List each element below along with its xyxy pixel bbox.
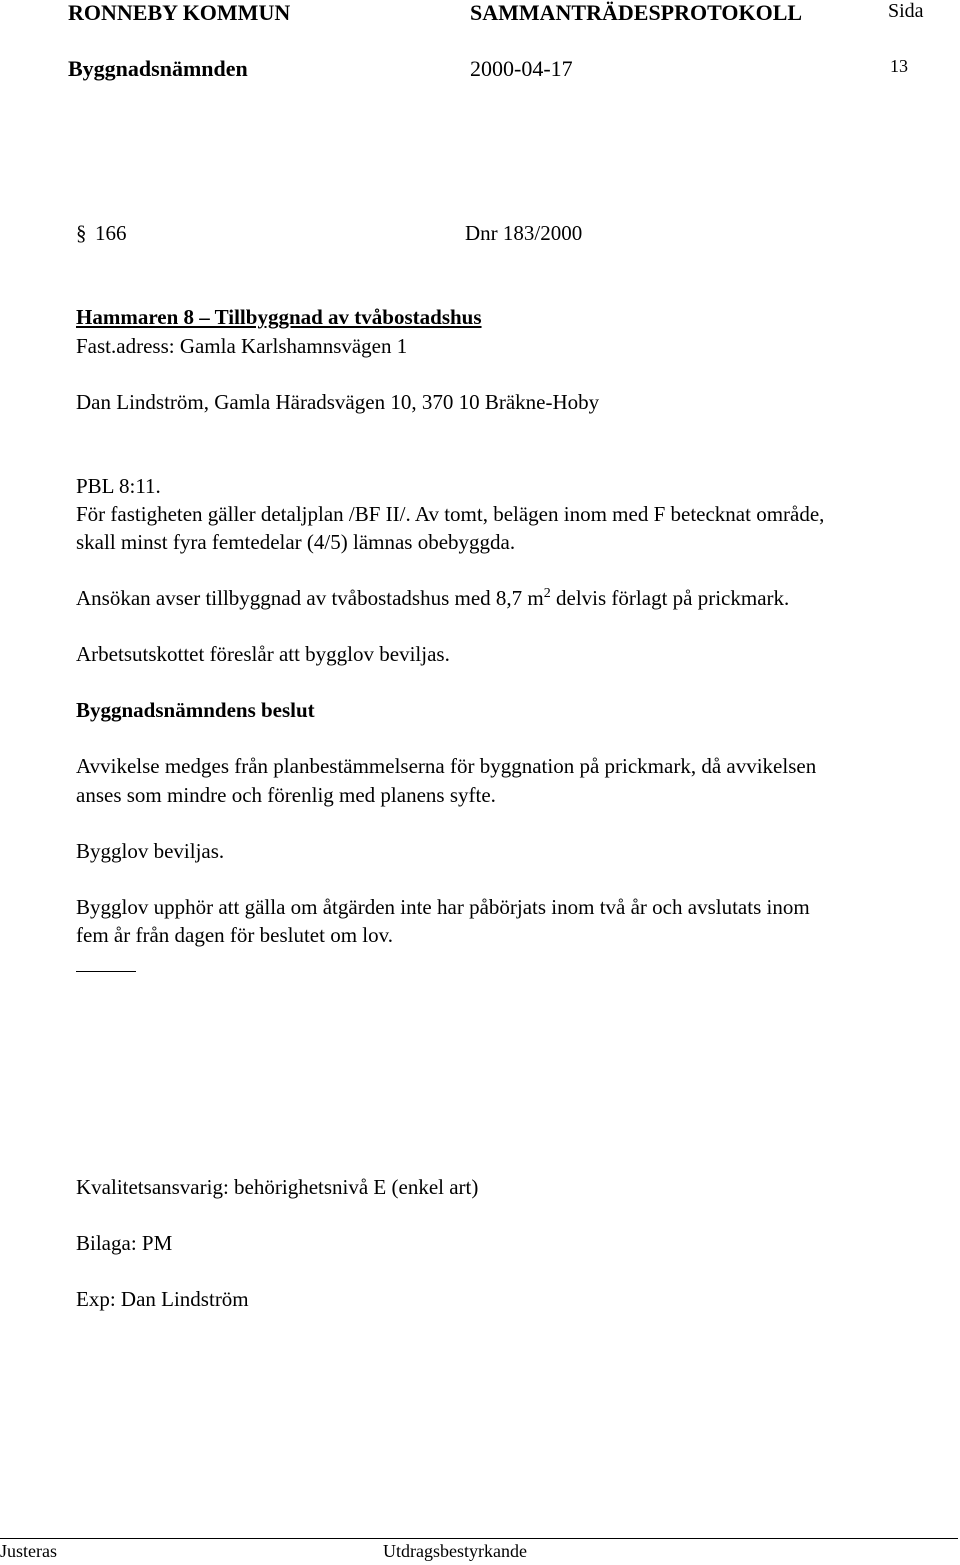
footer-certified-extract: Utdragsbestyrkande <box>383 1541 527 1561</box>
expiry-line-2: fem år från dagen för beslutet om lov. <box>76 923 394 947</box>
case-dnr: Dnr 183/2000 <box>465 221 583 245</box>
pbl-reference: PBL 8:11. <box>76 474 161 498</box>
application-text-main: Ansökan avser tillbyggnad av tvåbostadshus med 8,7 m <box>76 586 544 610</box>
property-address: Fast.adress: Gamla Karlshamnsvägen 1 <box>76 334 408 358</box>
document-type: SAMMANTRÄDESPROTOKOLL <box>470 0 803 25</box>
applicant: Dan Lindström, Gamla Häradsvägen 10, 370 10 Bräkne-Hoby <box>76 390 600 414</box>
section-number: 166 <box>95 221 127 245</box>
footer-verified: Justeras <box>0 1541 57 1561</box>
expiry-line-1: Bygglov upphör att gälla om åtgärden inte har påbörjats inom två år och avslutats inom <box>76 895 810 919</box>
meeting-date: 2000-04-17 <box>470 56 573 81</box>
plan-text-line-2: skall minst fyra femtedelar (4/5) lämnas obebyggda. <box>76 530 516 554</box>
quality-responsible: Kvalitetsansvarig: behörighetsnivå E (enkel art) <box>76 1175 479 1199</box>
application-text <box>76 584 789 613</box>
dispatch: Exp: Dan Lindström <box>76 1287 249 1311</box>
decision-line-1: Avvikelse medges från planbestämmelserna för byggnation på prickmark, då avvikelsen <box>76 754 817 778</box>
committee-proposal: Arbetsutskottet föreslår att bygglov beviljas. <box>76 642 450 666</box>
municipality-name: RONNEBY KOMMUN <box>68 0 291 25</box>
decision-heading: Byggnadsnämndens beslut <box>76 698 315 722</box>
page-number: 13 <box>890 56 908 76</box>
attachment: Bilaga: PM <box>76 1231 173 1255</box>
footer-rule <box>0 1538 958 1539</box>
plan-text-line-1: För fastigheten gäller detaljplan /BF II/. Av tomt, belägen inom med F betecknat område, <box>76 502 825 526</box>
permit-granted: Bygglov beviljas. <box>76 839 225 863</box>
case-title: Hammaren 8 – Tillbyggnad av tvåbostadshus <box>76 305 482 329</box>
section-symbol: § <box>76 221 87 245</box>
square-superscript: 2 <box>543 586 551 601</box>
committee-name: Byggnadsnämnden <box>68 56 248 81</box>
page-label: Sida <box>888 0 924 22</box>
end-rule <box>76 971 136 972</box>
application-text-end: delvis förlagt på prickmark. <box>550 586 790 610</box>
decision-line-2: anses som mindre och förenlig med planens syfte. <box>76 783 496 807</box>
